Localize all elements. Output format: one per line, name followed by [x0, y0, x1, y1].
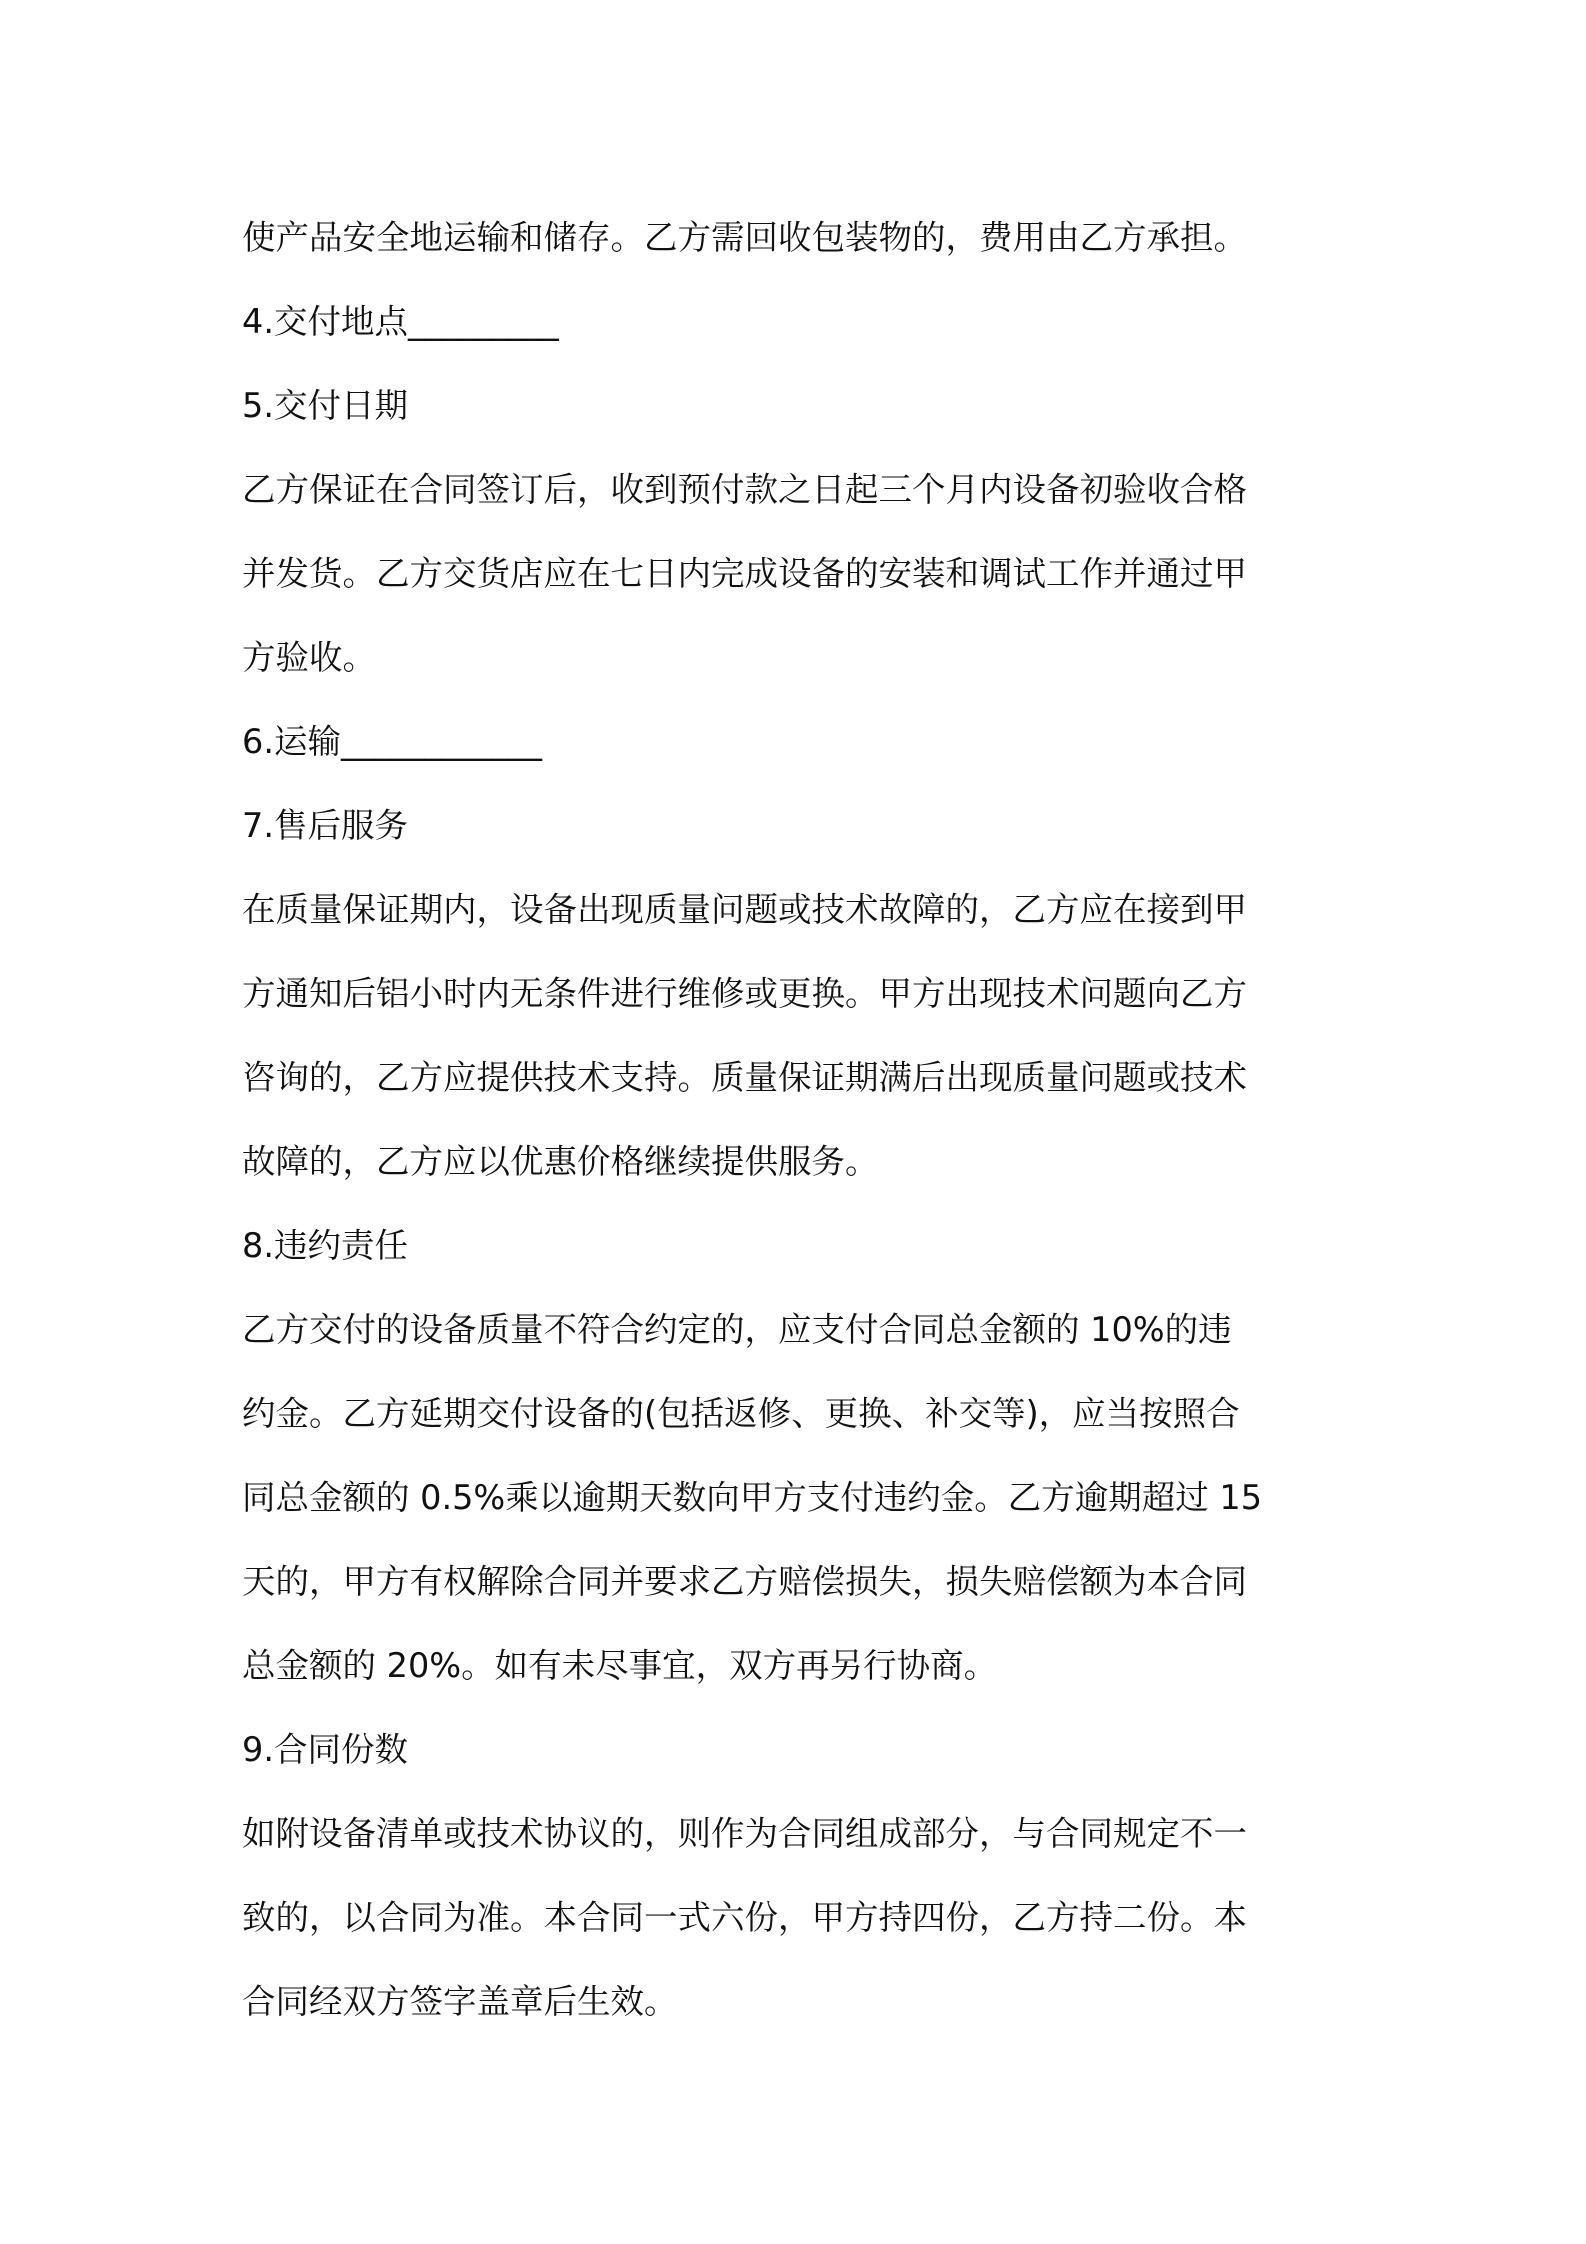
paragraph-line: 合同经双方签字盖章后生效。	[242, 1982, 678, 2021]
paragraph-line: 故障的，乙方应以优惠价格继续提供服务。	[242, 1142, 879, 1181]
paragraph-line: 方验收。	[242, 638, 376, 677]
paragraph-line: 天的，甲方有权解除合同并要求乙方赔偿损失，损失赔偿额为本合同	[242, 1562, 1247, 1601]
heading-breach-liability	[242, 1204, 1352, 1288]
section-heading: 4.交付地点_________	[242, 302, 559, 341]
paragraph-line: 乙方交付的设备质量不符合约定的，应支付合同总金额的 10%的违	[242, 1310, 1232, 1349]
paragraph-line: 使产品安全地运输和储存。乙方需回收包装物的，费用由乙方承担。	[242, 218, 1247, 257]
paragraph-line: 并发货。乙方交货店应在七日内完成设备的安装和调试工作并通过甲	[242, 554, 1247, 593]
para-delivery-date	[242, 448, 1352, 700]
paragraph-line: 如附设备清单或技术协议的，则作为合同组成部分，与合同规定不一	[242, 1814, 1247, 1853]
paragraph-line: 约金。乙方延期交付设备的(包括返修、更换、补交等)，应当按照合	[242, 1394, 1240, 1433]
paragraph-line: 方通知后铝小时内无条件进行维修或更换。甲方出现技术问题向乙方	[242, 974, 1247, 1013]
heading-after-sales	[242, 784, 1352, 868]
document-body	[242, 196, 1352, 2044]
para-after-sales	[242, 868, 1352, 1204]
heading-contract-copies	[242, 1708, 1352, 1792]
para-packaging-tail	[242, 196, 1352, 280]
paragraph-line: 致的，以合同为准。本合同一式六份，甲方持四份，乙方持二份。本	[242, 1898, 1247, 1937]
paragraph-line: 总金额的 20%。如有未尽事宜，双方再另行协商。	[242, 1646, 998, 1685]
section-heading: 6.运输____________	[242, 722, 542, 761]
section-heading: 5.交付日期	[242, 386, 408, 425]
section-heading: 8.违约责任	[242, 1226, 408, 1265]
paragraph-line: 乙方保证在合同签订后，收到预付款之日起三个月内设备初验收合格	[242, 470, 1247, 509]
paragraph-line: 咨询的，乙方应提供技术支持。质量保证期满后出现质量问题或技术	[242, 1058, 1247, 1097]
paragraph-line: 同总金额的 0.5%乘以逾期天数向甲方支付违约金。乙方逾期超过 15	[242, 1478, 1263, 1517]
para-contract-copies	[242, 1792, 1352, 2044]
heading-transport	[242, 700, 1352, 784]
paragraph-line: 在质量保证期内，设备出现质量问题或技术故障的，乙方应在接到甲	[242, 890, 1247, 929]
heading-delivery-place	[242, 280, 1352, 364]
section-heading: 9.合同份数	[242, 1730, 408, 1769]
section-heading: 7.售后服务	[242, 806, 408, 845]
heading-delivery-date	[242, 364, 1352, 448]
para-breach-liability	[242, 1288, 1352, 1708]
